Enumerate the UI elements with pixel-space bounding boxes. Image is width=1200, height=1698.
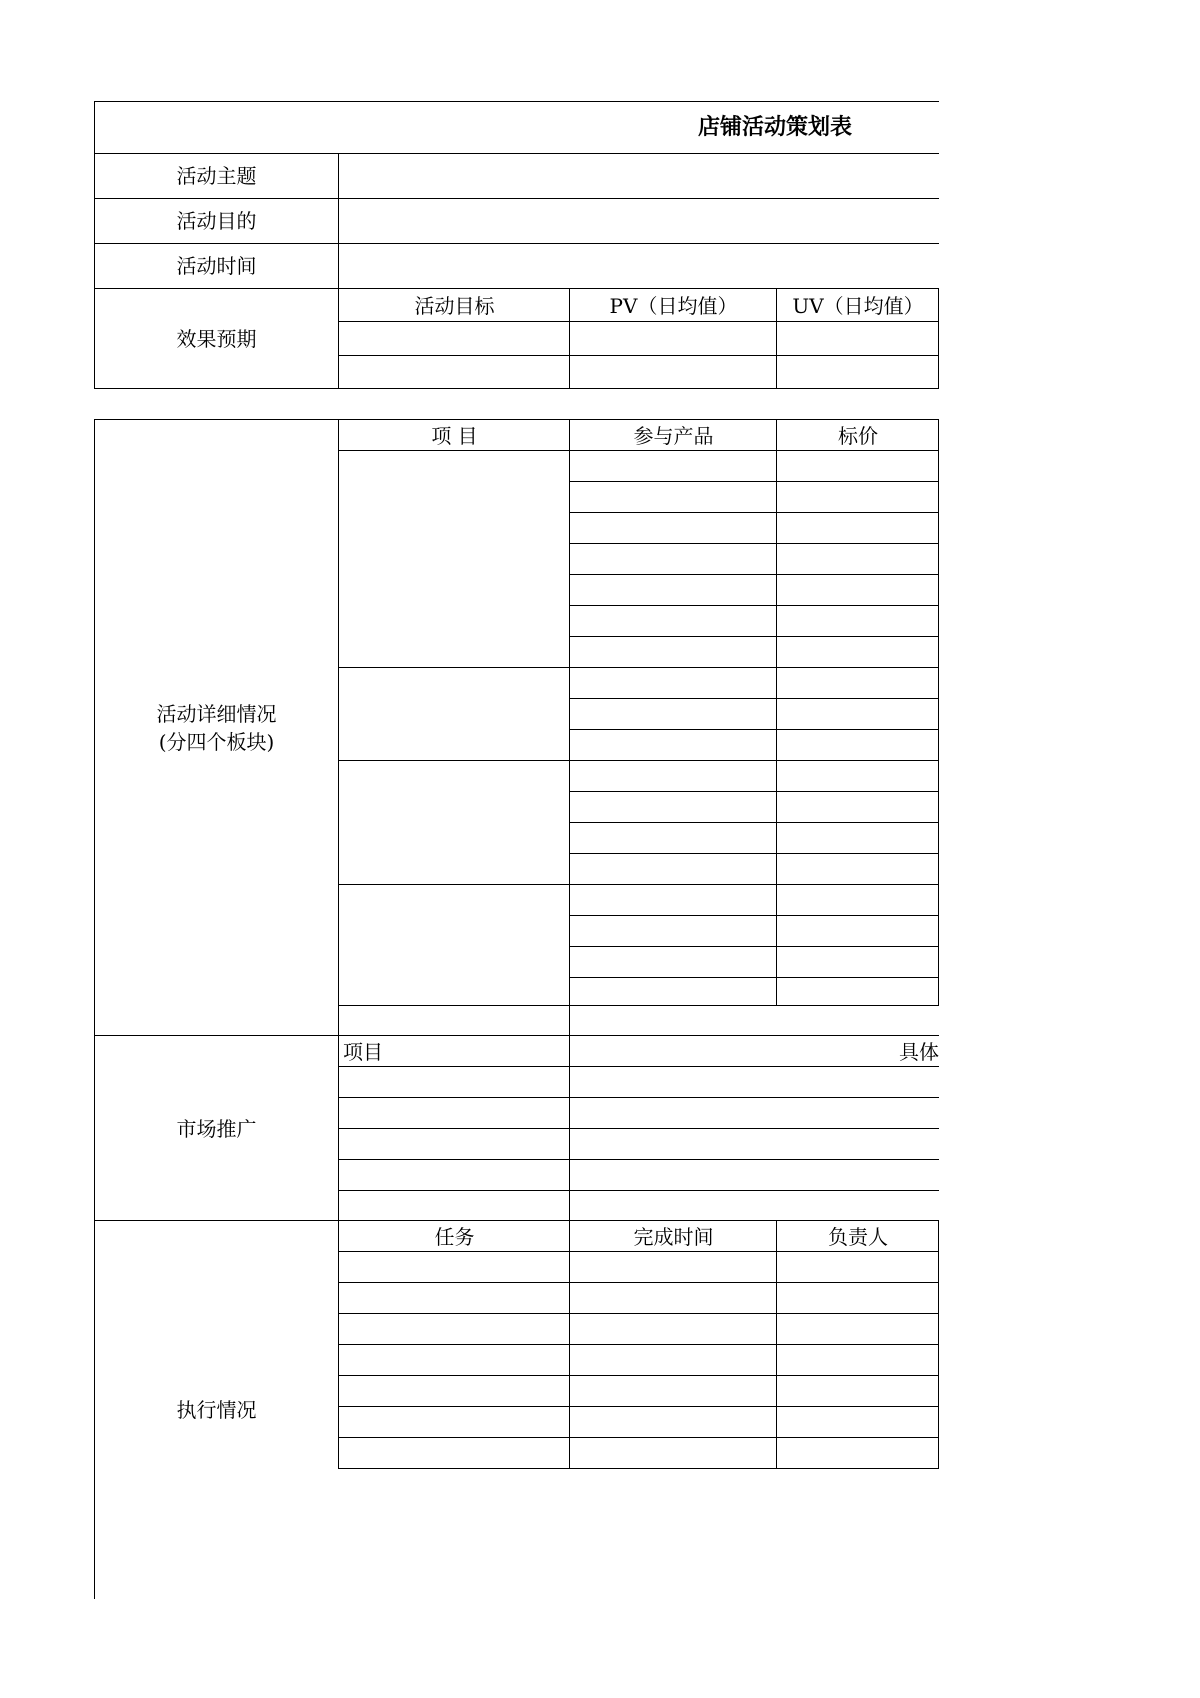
- grid-line: [338, 1159, 939, 1160]
- grid-line: [94, 419, 95, 1599]
- grid-line: [94, 1035, 939, 1036]
- grid-line: [569, 853, 939, 854]
- sheet-title: 店铺活动策划表: [697, 115, 852, 140]
- header-list-price: 标价: [838, 423, 878, 448]
- label-activity-details: 活动详细情况 (分四个板块): [156, 702, 277, 754]
- grid-line: [569, 977, 939, 978]
- grid-line: [569, 822, 939, 823]
- grid-line: [569, 791, 939, 792]
- grid-line: [776, 419, 777, 1006]
- grid-line: [94, 101, 95, 389]
- value-activity-purpose[interactable]: [339, 199, 939, 243]
- label-effect-expectation: 效果预期: [176, 327, 257, 351]
- grid-line: [938, 1220, 939, 1469]
- header-item: 项 目: [431, 423, 478, 448]
- grid-line: [338, 1406, 939, 1407]
- grid-line: [94, 388, 939, 389]
- grid-line: [338, 1251, 939, 1252]
- header-uv-daily: UV（日均值）: [792, 293, 924, 318]
- grid-line: [94, 1220, 939, 1221]
- grid-line: [338, 1468, 939, 1469]
- grid-line: [569, 481, 939, 482]
- grid-line: [94, 101, 939, 102]
- grid-line: [569, 512, 939, 513]
- label-activity-time: 活动时间: [176, 254, 257, 278]
- grid-line: [338, 1282, 939, 1283]
- grid-line: [338, 1190, 939, 1191]
- header-task: 任务: [434, 1224, 475, 1249]
- header-pv-daily: PV（日均值）: [609, 293, 738, 318]
- grid-line: [569, 574, 939, 575]
- grid-line: [938, 288, 939, 389]
- header-owner: 负责人: [828, 1224, 888, 1249]
- grid-line: [569, 636, 939, 637]
- label-activity-purpose: 活动目的: [176, 209, 257, 233]
- grid-line: [94, 198, 939, 199]
- grid-line: [338, 1066, 939, 1067]
- grid-line: [338, 884, 939, 885]
- label-activity-theme: 活动主题: [176, 164, 257, 188]
- grid-line: [338, 1097, 939, 1098]
- grid-line: [94, 153, 939, 154]
- grid-line: [338, 321, 939, 322]
- value-activity-theme[interactable]: [339, 154, 939, 198]
- grid-line: [94, 419, 939, 420]
- grid-line: [338, 1128, 939, 1129]
- header-activity-goal: 活动目标: [414, 293, 495, 318]
- grid-line: [338, 1005, 939, 1006]
- grid-line: [569, 419, 570, 1469]
- grid-line: [338, 1344, 939, 1345]
- grid-line: [338, 760, 939, 761]
- grid-line: [569, 288, 570, 389]
- grid-line: [569, 543, 939, 544]
- grid-line: [94, 288, 939, 289]
- label-market-promotion: 市场推广: [176, 1116, 257, 1141]
- grid-line: [338, 153, 339, 389]
- grid-line: [569, 946, 939, 947]
- grid-line: [569, 915, 939, 916]
- value-activity-time[interactable]: [339, 244, 939, 288]
- header-promotion-detail: 具体: [899, 1039, 939, 1064]
- header-promotion-item: 项目: [343, 1039, 383, 1064]
- grid-line: [338, 355, 939, 356]
- label-execution-status: 执行情况: [176, 1397, 257, 1422]
- grid-line: [776, 1220, 777, 1469]
- grid-line: [569, 605, 939, 606]
- grid-line: [338, 1375, 939, 1376]
- header-products: 参与产品: [633, 423, 714, 448]
- grid-line: [338, 450, 939, 451]
- grid-line: [338, 667, 939, 668]
- grid-line: [94, 243, 939, 244]
- grid-line: [338, 1437, 939, 1438]
- grid-line: [569, 729, 939, 730]
- header-completion-time: 完成时间: [633, 1224, 714, 1249]
- grid-line: [938, 419, 939, 1006]
- grid-line: [338, 1313, 939, 1314]
- grid-line: [776, 288, 777, 389]
- grid-line: [569, 698, 939, 699]
- grid-line: [338, 419, 339, 1469]
